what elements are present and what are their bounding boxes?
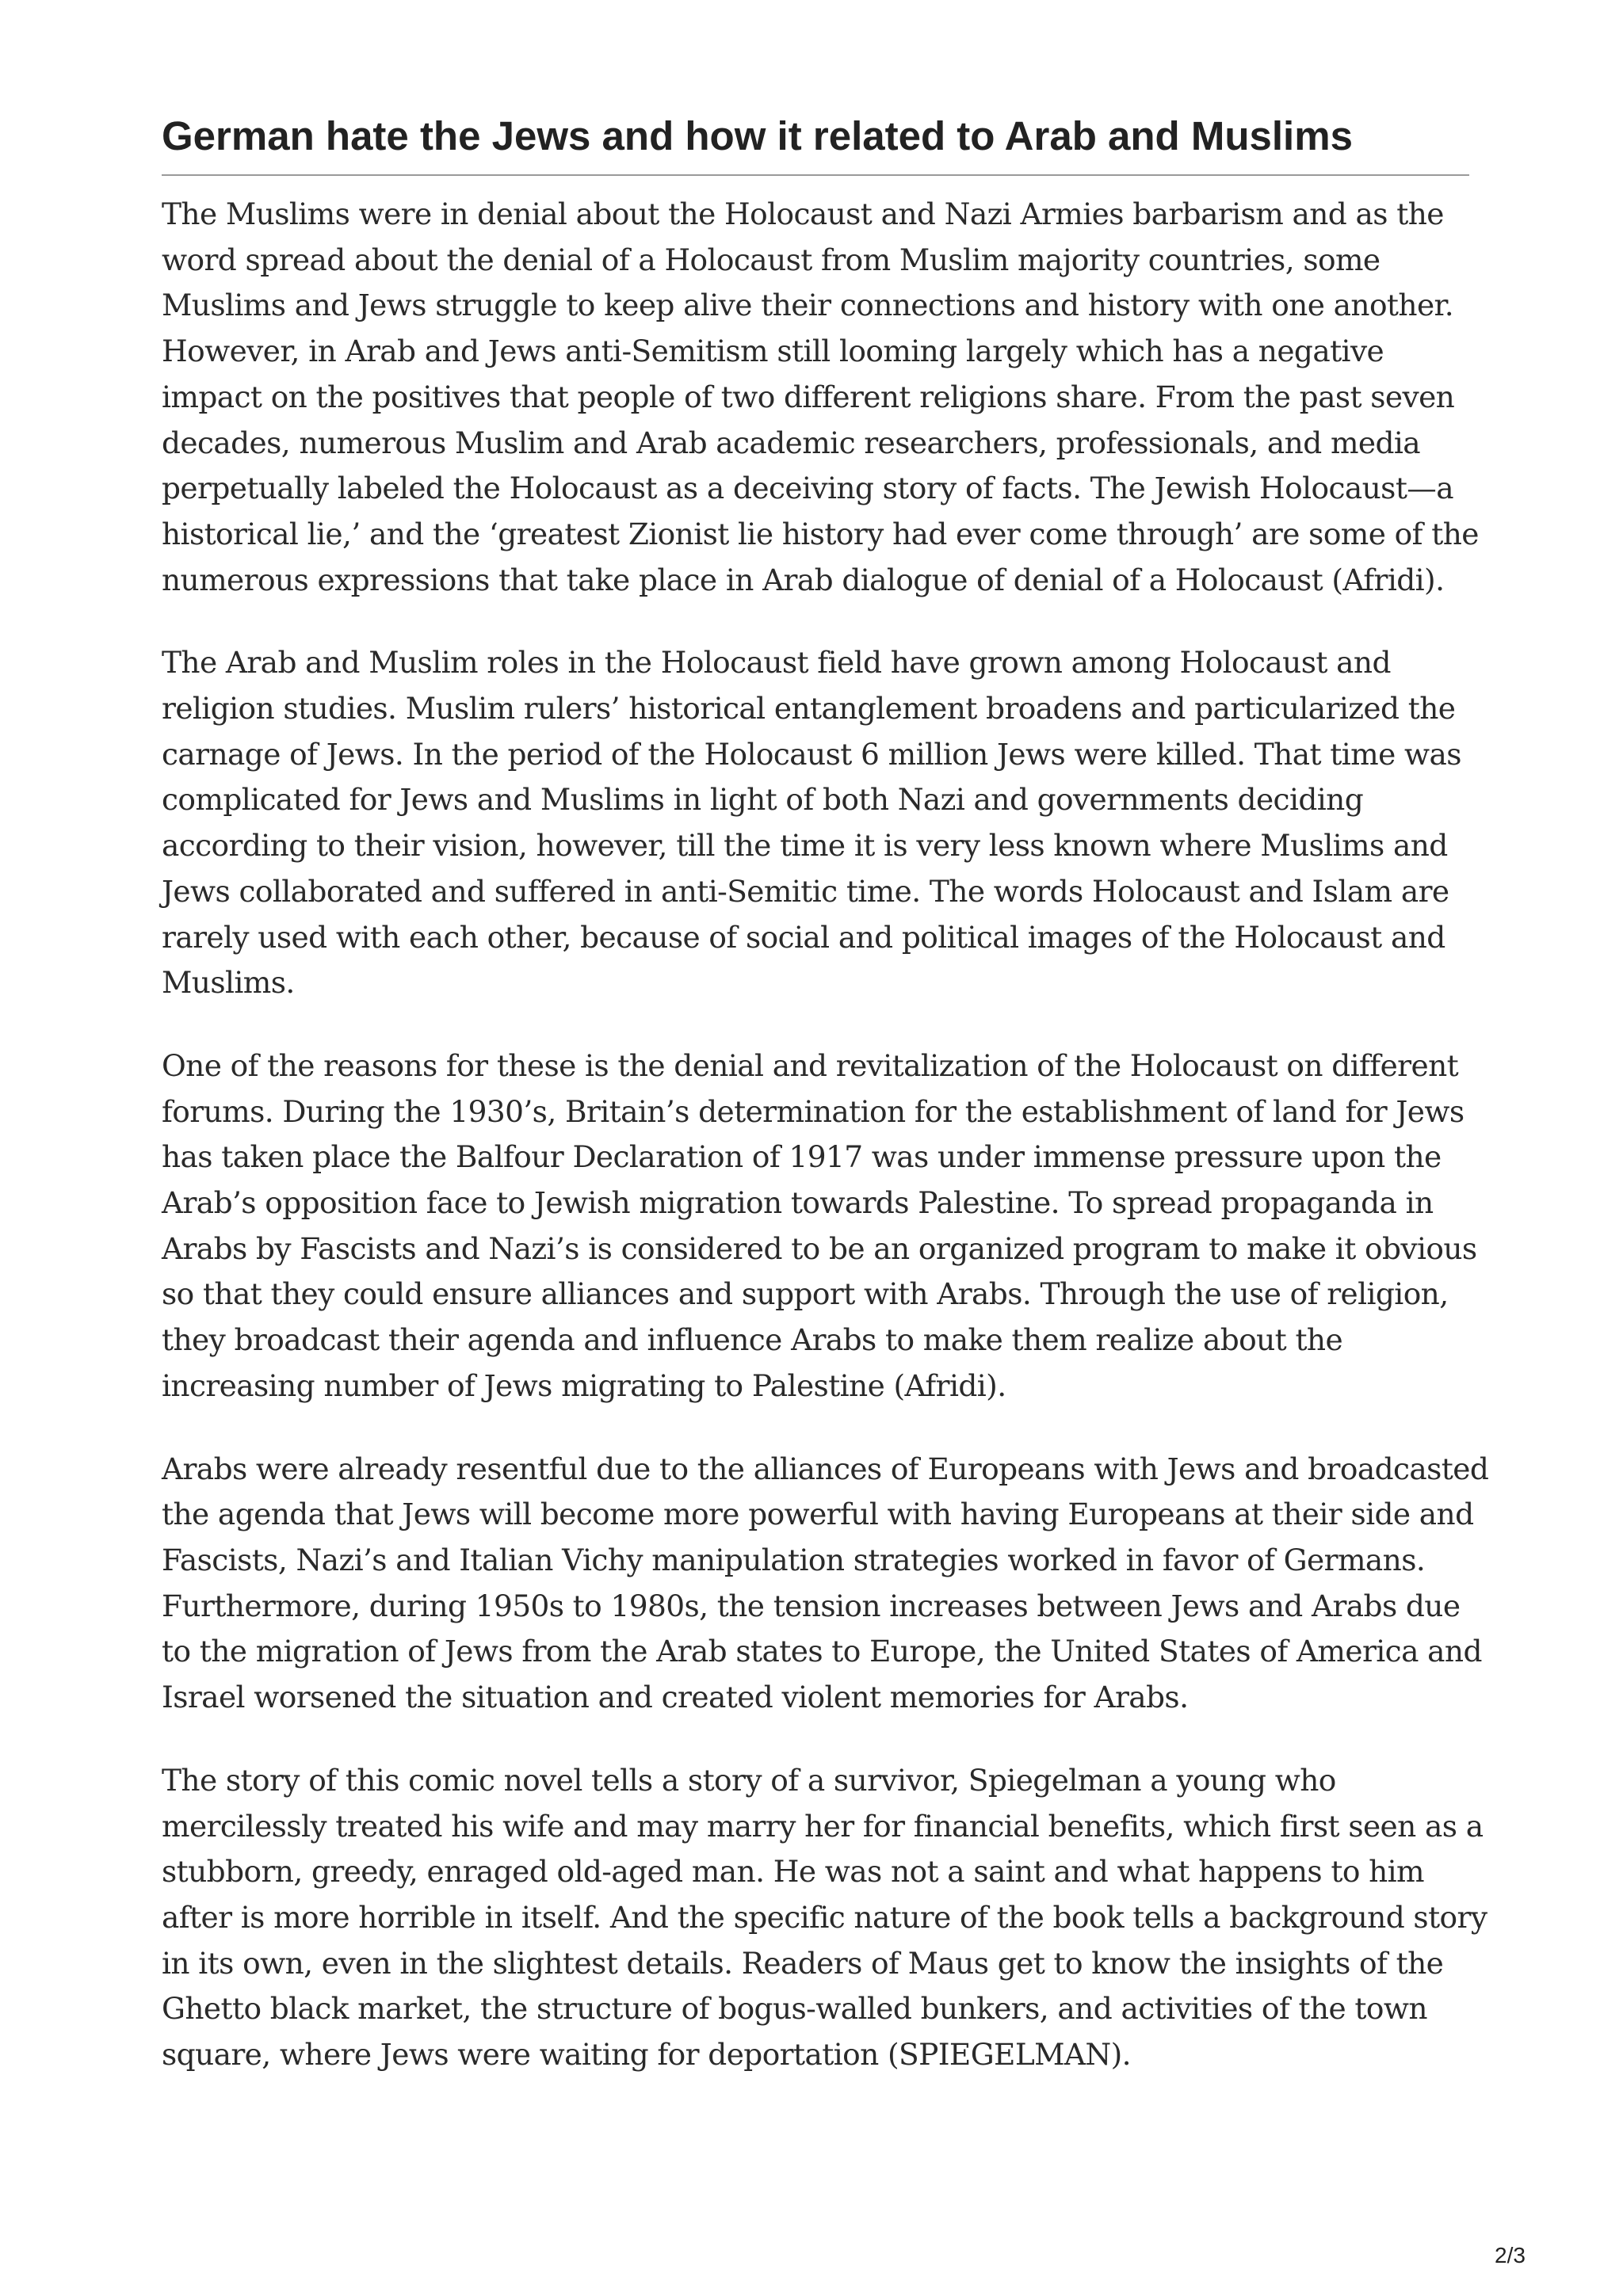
text-line: The Muslims were in denial about the Holocaust and Nazi Armies barbarism and as the (162, 196, 1444, 231)
paragraph (162, 1043, 1477, 1409)
text-line: carnage of Jews. In the period of the Holocaust 6 million Jews were killed. That time was (162, 736, 1461, 772)
text-line: complicated for Jews and Muslims in light of both Nazi and governments deciding (162, 782, 1364, 818)
text-line: religion studies. Muslim rulers’ historical entanglement broadens and particularized the (162, 691, 1456, 727)
text-line: Furthermore, during 1950s to 1980s, the tension increases between Jews and Arabs due (162, 1588, 1461, 1623)
text-line: square, where Jews were waiting for deportation (SPIEGELMAN). (162, 2037, 1131, 2073)
paragraph (162, 1447, 1489, 1721)
text-line: Arab’s opposition face to Jewish migration towards Palestine. To spread propaganda in (162, 1185, 1434, 1221)
text-line: Fascists, Nazi’s and Italian Vichy manipulation strategies worked in favor of Germans. (162, 1542, 1426, 1577)
text-line: rarely used with each other, because of social and political images of the Holocaust and (162, 919, 1445, 955)
text-line: Israel worsened the situation and created violent memories for Arabs. (162, 1680, 1189, 1715)
text-line: forums. During the 1930’s, Britain’s determination for the establishment of land for Jews (162, 1093, 1465, 1129)
text-line: after is more horrible in itself. And the specific nature of the book tells a background story (162, 1899, 1487, 1935)
page-number: 2/3 (1495, 2243, 1526, 2267)
text-line: Jews collaborated and suffered in anti-Semitic time. The words Holocaust and Islam are (162, 873, 1449, 909)
text-line: historical lie,’ and the ‘greatest Zionist lie history had ever come through’ are some of the (162, 516, 1479, 551)
text-line: stubborn, greedy, enraged old-aged man. He was not a saint and what happens to him (162, 1854, 1425, 1890)
text-line: has taken place the Balfour Declaration of 1917 was under immense pressure upon the (162, 1139, 1442, 1175)
paragraph (162, 1758, 1487, 2078)
document-page (162, 109, 1489, 2115)
text-line: One of the reasons for these is the denial and revitalization of the Holocaust on different (162, 1047, 1459, 1083)
text-line: perpetually labeled the Holocaust as a deceiving story of facts. The Jewish Holocaust—a (162, 471, 1453, 506)
text-line: However, in Arab and Jews anti-Semitism still looming largely which has a negative (162, 334, 1384, 369)
paragraph (162, 192, 1479, 603)
text-line: Arabs were already resentful due to the alliances of Europeans with Jews and broadcasted (162, 1451, 1489, 1486)
text-line: mercilessly treated his wife and may marry her for financial benefits, which first seen as a (162, 1808, 1484, 1844)
text-line: The Arab and Muslim roles in the Holocaust field have grown among Holocaust and (162, 645, 1391, 681)
text-line: Muslims and Jews struggle to keep alive their connections and history with one another. (162, 288, 1454, 323)
text-line: according to their vision, however, till the time it is very less known where Muslims and (162, 828, 1448, 864)
text-line: decades, numerous Muslim and Arab academic researchers, professionals, and media (162, 425, 1421, 460)
text-line: The story of this comic novel tells a story of a survivor, Spiegelman a young who (162, 1762, 1336, 1798)
text-line: Arabs by Fascists and Nazi’s is considered to be an organized program to make it obvious (162, 1230, 1477, 1266)
text-line: Muslims. (162, 965, 295, 1001)
text-line: word spread about the denial of a Holocaust from Muslim majority countries, some (162, 242, 1381, 277)
paragraph (162, 640, 1469, 1006)
text-line: the agenda that Jews will become more powerful with having Europeans at their side and (162, 1497, 1474, 1532)
text-line: Ghetto black market, the structure of bogus-walled bunkers, and activities of the town (162, 1991, 1427, 2027)
text-line: impact on the positives that people of two different religions share. From the past seven (162, 379, 1455, 414)
text-line: numerous expressions that take place in Arab dialogue of denial of a Holocaust (Afridi). (162, 562, 1445, 597)
text-line: so that they could ensure alliances and support with Arabs. Through the use of religion, (162, 1276, 1449, 1312)
text-line: in its own, even in the slightest details. Readers of Maus get to know the insights of the (162, 1945, 1444, 1981)
text-line: they broadcast their agenda and influence Arabs to make them realize about the (162, 1322, 1343, 1358)
article-title: German hate the Jews and how it related to Arab and Muslims (162, 109, 1469, 176)
text-line: increasing number of Jews migrating to Palestine (Afridi). (162, 1367, 1006, 1403)
text-line: to the migration of Jews from the Arab states to Europe, the United States of America and (162, 1634, 1482, 1669)
article-body (162, 192, 1489, 2078)
